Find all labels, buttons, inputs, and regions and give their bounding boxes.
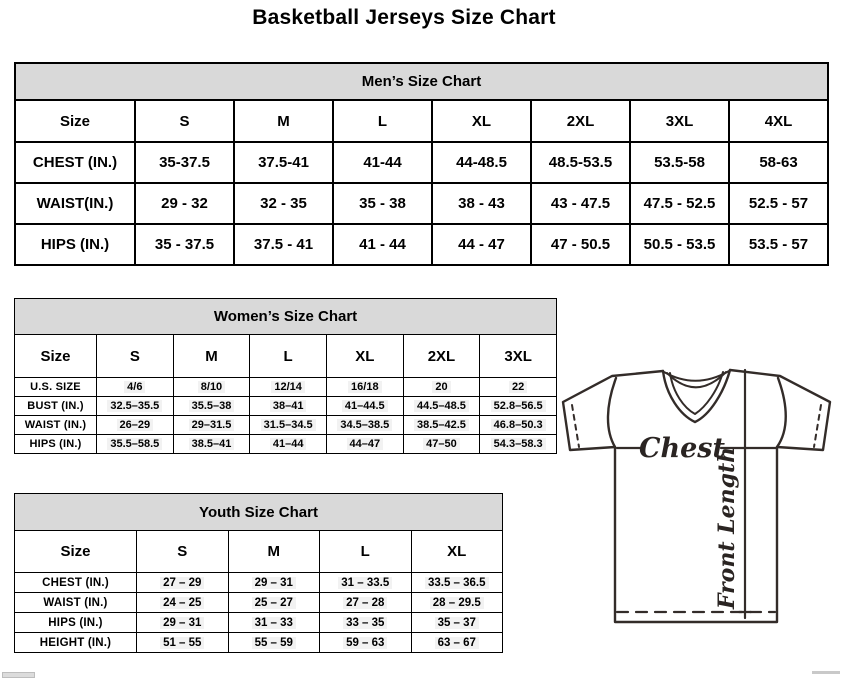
size-value-cell: [630, 224, 729, 265]
cell-value: 52.5 - 57: [748, 195, 809, 212]
cell-value: 47 - 50.5: [550, 236, 611, 253]
row-label: U.S. SIZE: [15, 378, 97, 397]
column-header: 3XL: [480, 335, 557, 378]
column-header: S: [97, 335, 174, 378]
cell-value: 29–31.5: [189, 419, 235, 431]
cell-value: 32.5–35.5: [107, 400, 162, 412]
size-value-cell: [173, 378, 250, 397]
column-header: L: [333, 100, 432, 142]
column-header: S: [135, 100, 234, 142]
cell-value: 35.5–38: [189, 400, 235, 412]
size-value-cell: [326, 435, 403, 454]
cell-value: 52.8–56.5: [491, 400, 546, 412]
table-row: [15, 142, 828, 183]
cell-value: 27 – 28: [343, 597, 387, 609]
cell-value: 29 – 31: [252, 577, 296, 589]
size-value-cell: [173, 416, 250, 435]
column-header: L: [320, 531, 412, 573]
cell-value: 29 - 32: [161, 195, 208, 212]
cell-value: 37.5-41: [258, 154, 309, 171]
size-value-cell: [432, 224, 531, 265]
row-label: CHEST (IN.): [15, 573, 137, 593]
column-header: Size: [15, 335, 97, 378]
womens-size-table: [14, 298, 557, 454]
cell-value: 34.5–38.5: [337, 419, 392, 431]
size-value-cell: [320, 613, 412, 633]
table-row: [15, 378, 557, 397]
row-label: HIPS (IN.): [15, 224, 135, 265]
size-value-cell: [480, 397, 557, 416]
cell-value: 20: [432, 381, 450, 393]
jersey-diagram: [558, 360, 840, 628]
size-value-cell: [173, 397, 250, 416]
size-value-cell: [97, 435, 174, 454]
size-value-cell: [137, 573, 229, 593]
table-row: [15, 224, 828, 265]
size-value-cell: [326, 416, 403, 435]
column-header: 2XL: [531, 100, 630, 142]
column-header-row: [15, 531, 503, 573]
column-header: 2XL: [403, 335, 480, 378]
size-value-cell: [234, 224, 333, 265]
column-header: S: [137, 531, 229, 573]
table-row: [15, 593, 503, 613]
size-value-cell: [135, 224, 234, 265]
size-value-cell: [250, 378, 327, 397]
cell-value: 26–29: [117, 419, 154, 431]
size-value-cell: [403, 416, 480, 435]
column-header: M: [234, 100, 333, 142]
size-value-cell: [137, 613, 229, 633]
cell-value: 12/14: [271, 381, 305, 393]
cell-value: 38–41: [270, 400, 307, 412]
row-label: WAIST(IN.): [15, 183, 135, 224]
row-label: HIPS (IN.): [15, 435, 97, 454]
size-value-cell: [411, 593, 503, 613]
table-title: Men’s Size Chart: [15, 63, 828, 100]
cell-value: 33.5 – 36.5: [425, 577, 489, 589]
size-value-cell: [729, 142, 828, 183]
cell-value: 53.5 - 57: [748, 236, 809, 253]
column-header: L: [250, 335, 327, 378]
size-value-cell: [250, 416, 327, 435]
youth-size-table: [14, 493, 503, 653]
cell-value: 47.5 - 52.5: [643, 195, 716, 212]
size-value-cell: [403, 378, 480, 397]
size-value-cell: [729, 183, 828, 224]
row-label: CHEST (IN.): [15, 142, 135, 183]
page-title: Basketball Jerseys Size Chart: [252, 6, 556, 29]
table-row: [15, 183, 828, 224]
cell-value: 16/18: [348, 381, 382, 393]
cell-value: 35-37.5: [159, 154, 210, 171]
cell-value: 44.5–48.5: [414, 400, 469, 412]
size-value-cell: [531, 183, 630, 224]
cell-value: 28 – 29.5: [430, 597, 484, 609]
row-label: WAIST (IN.): [15, 593, 137, 613]
cell-value: 43 - 47.5: [550, 195, 611, 212]
column-header: M: [173, 335, 250, 378]
size-value-cell: [333, 224, 432, 265]
column-header: XL: [326, 335, 403, 378]
column-header: XL: [432, 100, 531, 142]
size-value-cell: [630, 142, 729, 183]
mens-size-table: [14, 62, 829, 266]
cell-value: 31.5–34.5: [261, 419, 316, 431]
size-value-cell: [135, 142, 234, 183]
cell-value: 41 - 44: [359, 236, 406, 253]
size-value-cell: [97, 397, 174, 416]
size-value-cell: [480, 416, 557, 435]
cell-value: 8/10: [198, 381, 225, 393]
size-value-cell: [135, 183, 234, 224]
cell-value: 4/6: [124, 381, 145, 393]
size-value-cell: [320, 573, 412, 593]
size-value-cell: [333, 183, 432, 224]
table-title: Youth Size Chart: [15, 494, 503, 531]
size-value-cell: [137, 593, 229, 613]
cell-value: 29 – 31: [160, 617, 204, 629]
jersey-illustration: [558, 360, 840, 628]
size-value-cell: [228, 573, 320, 593]
size-value-cell: [403, 435, 480, 454]
cell-value: 31 – 33: [252, 617, 296, 629]
size-value-cell: [97, 416, 174, 435]
cell-value: 32 - 35: [260, 195, 307, 212]
size-value-cell: [333, 142, 432, 183]
front-length-label: Front Length: [714, 446, 740, 610]
table-row: [15, 397, 557, 416]
size-value-cell: [480, 378, 557, 397]
cell-value: 35 - 38: [359, 195, 406, 212]
cell-value: 38 - 43: [458, 195, 505, 212]
column-header: XL: [411, 531, 503, 573]
jersey-outline: [563, 370, 830, 622]
table-title-row: [15, 299, 557, 335]
column-header: 4XL: [729, 100, 828, 142]
cell-value: 38.5–41: [189, 438, 235, 450]
cell-value: 44-48.5: [456, 154, 507, 171]
table-row: [15, 416, 557, 435]
size-value-cell: [234, 142, 333, 183]
size-value-cell: [630, 183, 729, 224]
size-value-cell: [326, 397, 403, 416]
table-row: [15, 633, 503, 653]
column-header: Size: [15, 100, 135, 142]
size-value-cell: [432, 142, 531, 183]
table-title-row: [15, 494, 503, 531]
table-row: [15, 613, 503, 633]
cell-value: 35 - 37.5: [154, 236, 215, 253]
size-value-cell: [173, 435, 250, 454]
cell-value: 31 – 33.5: [338, 577, 392, 589]
cell-value: 58-63: [759, 154, 798, 171]
cell-value: 63 – 67: [435, 637, 479, 649]
size-value-cell: [480, 435, 557, 454]
size-value-cell: [97, 378, 174, 397]
cell-value: 35 – 37: [435, 617, 479, 629]
size-value-cell: [411, 573, 503, 593]
table-row: [15, 573, 503, 593]
column-header: 3XL: [630, 100, 729, 142]
table-row: [15, 435, 557, 454]
table-title: Women’s Size Chart: [15, 299, 557, 335]
size-value-cell: [531, 224, 630, 265]
scrollbar-thumb-fragment[interactable]: [2, 672, 35, 678]
size-value-cell: [320, 633, 412, 653]
row-label: WAIST (IN.): [15, 416, 97, 435]
cell-value: 35.5–58.5: [107, 438, 162, 450]
table-title-row: [15, 63, 828, 100]
size-value-cell: [137, 633, 229, 653]
row-label: BUST (IN.): [15, 397, 97, 416]
size-value-cell: [432, 183, 531, 224]
cell-value: 38.5–42.5: [414, 419, 469, 431]
cell-value: 37.5 - 41: [253, 236, 314, 253]
cell-value: 46.8–50.3: [491, 419, 546, 431]
size-value-cell: [250, 435, 327, 454]
size-value-cell: [250, 397, 327, 416]
size-value-cell: [326, 378, 403, 397]
column-header-row: [15, 100, 828, 142]
cell-value: 41–44.5: [342, 400, 388, 412]
column-header-row: [15, 335, 557, 378]
cell-value: 44–47: [347, 438, 384, 450]
size-value-cell: [403, 397, 480, 416]
cell-value: 51 – 55: [160, 637, 204, 649]
size-value-cell: [228, 633, 320, 653]
cell-value: 44 - 47: [458, 236, 505, 253]
row-label: HEIGHT (IN.): [15, 633, 137, 653]
column-header: Size: [15, 531, 137, 573]
cell-value: 55 – 59: [252, 637, 296, 649]
size-value-cell: [234, 183, 333, 224]
size-value-cell: [531, 142, 630, 183]
cell-value: 25 – 27: [252, 597, 296, 609]
cell-value: 59 – 63: [343, 637, 387, 649]
cell-value: 48.5-53.5: [548, 154, 613, 171]
size-value-cell: [320, 593, 412, 613]
cell-value: 24 – 25: [160, 597, 204, 609]
cell-value: 33 – 35: [343, 617, 387, 629]
cell-value: 47–50: [423, 438, 460, 450]
cell-value: 22: [509, 381, 527, 393]
size-value-cell: [411, 613, 503, 633]
cell-value: 41–44: [270, 438, 307, 450]
cell-value: 53.5-58: [654, 154, 705, 171]
cell-value: 50.5 - 53.5: [643, 236, 716, 253]
size-value-cell: [411, 633, 503, 653]
cell-value: 41-44: [363, 154, 402, 171]
scrollbar-line-fragment[interactable]: [812, 671, 840, 674]
cell-value: 54.3–58.3: [491, 438, 546, 450]
column-header: M: [228, 531, 320, 573]
size-value-cell: [729, 224, 828, 265]
size-value-cell: [228, 613, 320, 633]
chest-label: Chest: [639, 433, 725, 464]
size-value-cell: [228, 593, 320, 613]
row-label: HIPS (IN.): [15, 613, 137, 633]
cell-value: 27 – 29: [160, 577, 204, 589]
